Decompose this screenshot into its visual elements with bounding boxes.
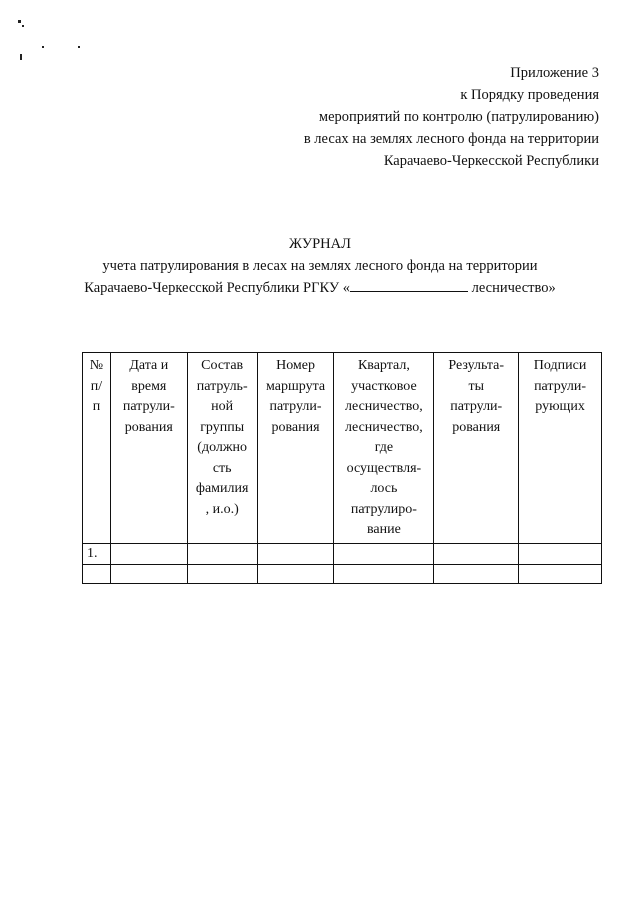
header-group-composition: Состав патруль- ной группы (должно сть фамилия , и.о.)	[187, 353, 257, 544]
table-cell	[83, 565, 111, 584]
header-signatures: Подписи патрули- рующих	[519, 353, 602, 544]
appendix-line: мероприятий по контролю (патрулированию)	[318, 109, 599, 125]
table-row	[83, 565, 602, 584]
table-header-row	[83, 353, 602, 544]
table-cell	[519, 565, 602, 584]
forestry-name-blank	[350, 277, 468, 292]
table-cell	[187, 543, 257, 565]
header-date-time: Дата и время патрули- рования	[110, 353, 187, 544]
header-results: Результа- ты патрули- рования	[434, 353, 519, 544]
table-cell	[334, 565, 434, 584]
scan-mark	[22, 25, 24, 27]
journal-subtitle-suffix: лесничество»	[468, 280, 556, 296]
journal-title: ЖУРНАЛ	[289, 236, 351, 252]
scan-mark	[78, 46, 80, 48]
scan-mark	[42, 46, 44, 48]
scan-mark	[18, 20, 21, 23]
table-cell	[434, 565, 519, 584]
appendix-header	[304, 62, 599, 172]
header-number: № п/ п	[83, 353, 111, 544]
journal-subtitle-line2	[0, 277, 640, 299]
appendix-line: к Порядку проведения	[460, 87, 599, 103]
table-cell	[110, 565, 187, 584]
scan-mark	[20, 54, 22, 60]
table-cell	[110, 543, 187, 565]
journal-heading	[0, 233, 640, 299]
journal-subtitle-prefix: Карачаево-Черкесской Республики РГКУ «	[84, 280, 351, 296]
patrol-log-table	[82, 352, 602, 584]
table-cell	[519, 543, 602, 565]
table-cell	[334, 543, 434, 565]
table-cell	[257, 565, 334, 584]
table-cell: 1.	[83, 543, 111, 565]
table-row	[83, 543, 602, 565]
appendix-number: Приложение 3	[510, 65, 599, 81]
table-cell	[257, 543, 334, 565]
table-cell	[434, 543, 519, 565]
journal-subtitle-line1: учета патрулирования в лесах на землях лесного фонда на территории	[102, 258, 538, 274]
appendix-line: в лесах на землях лесного фонда на территории	[303, 131, 599, 147]
header-location: Квартал, участковое лесничество, лесничество, где осуществля- лось патрулиро- вание	[334, 353, 434, 544]
header-route-number: Номер маршрута патрули- рования	[257, 353, 334, 544]
table-cell	[187, 565, 257, 584]
appendix-line: Карачаево-Черкесской Республики	[383, 153, 599, 169]
